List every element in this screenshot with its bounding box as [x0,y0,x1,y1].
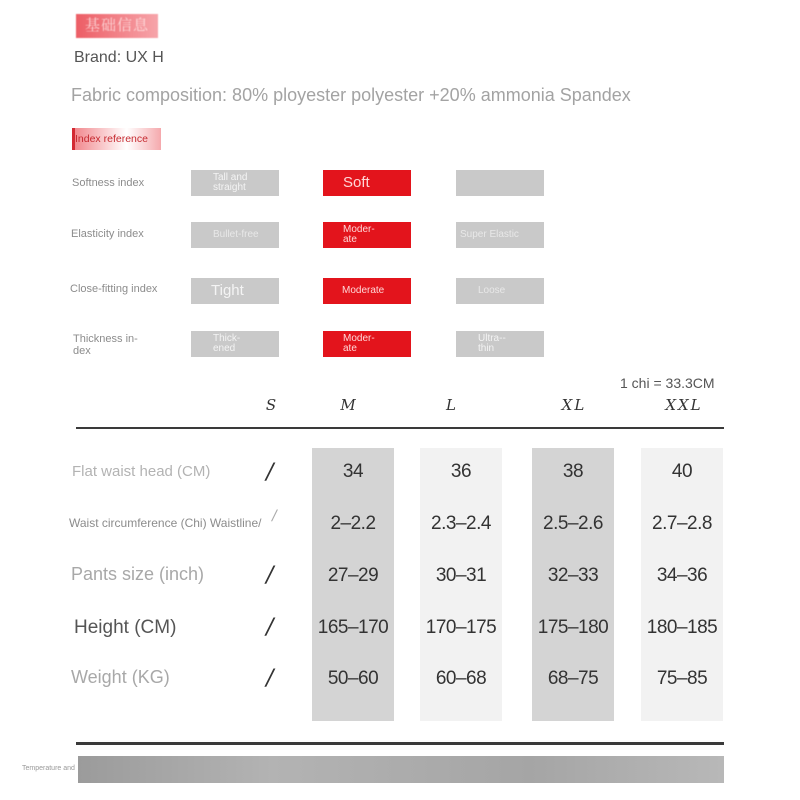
row-label-waist-circumference: Waist circumference (Chi) Waistline/ [69,516,262,530]
fabric-composition: Fabric composition: 80% ployester polyester +20% ammonia Spandex [71,85,631,105]
cell-value: 175–180 [537,617,609,638]
index-reference-tag: Index reference [72,128,161,150]
cell-value: 34 [342,461,364,482]
size-header-s: S [265,396,279,414]
size-header-m: M [340,396,358,414]
cell-value: 165–170 [317,617,389,638]
row-s-value: / [272,508,277,524]
cell-value: 38 [562,461,584,482]
elasticity-option-bullet-free [191,222,279,248]
row-s-value: / [266,460,274,485]
close-fitting-option-moderate [323,278,411,304]
brand-label: Brand: UX H [74,49,164,66]
footer-label: Temperature and [22,765,75,772]
option-text: Bullet-free [213,229,259,240]
thickness-index-label: Thickness in-dex [73,333,138,357]
option-text: Moder-ate [343,224,375,245]
close-fitting-index-label: Close-fitting index [70,283,158,295]
option-text: Soft [343,174,370,191]
cell-value: 32–33 [547,565,599,586]
row-label-height: Height (CM) [74,617,177,638]
thickness-option-thickened [191,331,279,357]
section-title-tag: 基础信息 [76,14,158,38]
cell-value: 60–68 [435,668,487,689]
unit-note: 1 chi = 33.3CM [620,375,715,391]
cell-value: 170–175 [425,617,497,638]
row-label-flat-waist: Flat waist head (CM) [72,463,211,480]
size-header-xxl: XXL [665,396,703,414]
row-s-value: / [266,563,274,588]
cell-value: 68–75 [547,668,599,689]
option-text: Moderate [342,285,385,296]
footer-bar [78,756,724,783]
softness-option-3 [456,170,544,196]
cell-value: 2–2.2 [330,513,376,534]
cell-value: 2.7–2.8 [652,513,712,534]
option-text: Thick-ened [213,333,241,354]
cell-value: 34–36 [656,565,708,586]
close-fitting-option-tight [191,278,279,304]
option-text: Tall and straight [213,172,248,193]
cell-value: 40 [671,461,693,482]
thickness-option-moderate [323,331,411,357]
cell-value: 50–60 [327,668,379,689]
row-s-value: / [266,615,274,640]
cell-value: 180–185 [646,617,718,638]
cell-value: 75–85 [656,668,708,689]
size-header-xl: XL [561,396,587,414]
table-bottom-rule [76,742,724,745]
thickness-option-ultra-thin [456,331,544,357]
option-text: Tight [211,282,244,299]
option-text: Moder-ate [343,333,375,354]
size-header-l: L [446,396,458,414]
cell-value: 2.5–2.6 [543,513,603,534]
row-label-weight: Weight (KG) [71,667,170,687]
option-text: Loose [478,285,506,296]
close-fitting-option-loose [456,278,544,304]
elasticity-option-moderate [323,222,411,248]
cell-value: 2.3–2.4 [431,513,491,534]
cell-value: 30–31 [435,565,487,586]
option-text: Super Elastic [460,229,519,240]
row-s-value: / [266,666,274,691]
table-top-rule [76,427,724,429]
softness-option-soft [323,170,411,196]
elasticity-option-super-elastic [456,222,544,248]
option-text: Ultra--thin [478,333,506,354]
elasticity-index-label: Elasticity index [71,228,144,240]
row-label-pants-size: Pants size (inch) [71,564,205,584]
cell-value: 36 [450,461,472,482]
softness-index-label: Softness index [72,177,145,189]
cell-value: 27–29 [327,565,379,586]
softness-option-tall [191,170,279,196]
